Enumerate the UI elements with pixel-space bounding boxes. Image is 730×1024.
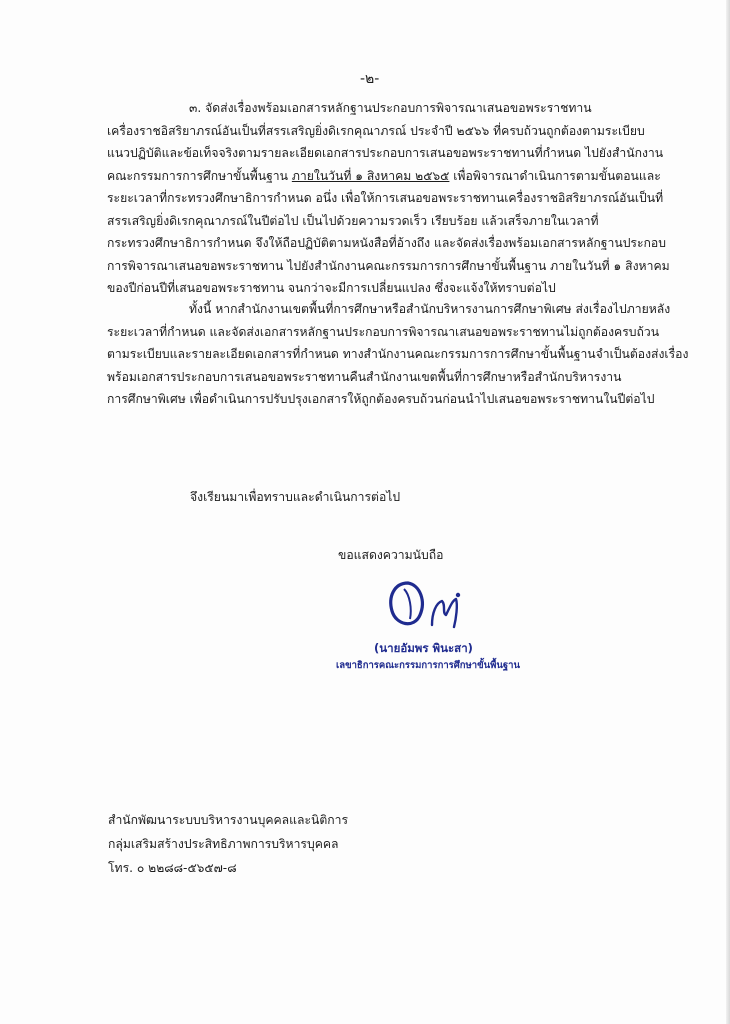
paragraph-line: สรรเสริญยิ่งดิเรกคุณาภรณ์ในปีต่อไป เป็นไปด้วยความรวดเร็ว เรียบร้อย แล้วเสร็จภายในเวลาที่: [107, 213, 599, 228]
handwritten-signature: [386, 575, 476, 635]
footer-phone: โทร. ๐ ๒๒๘๘-๕๖๕๗-๘: [108, 861, 237, 875]
footer-group: กลุ่มเสริมสร้างประสิทธิภาพการบริหารบุคคล: [108, 837, 339, 851]
line-text: เพื่อพิจารณาดำเนินการตามขั้นตอนและ: [453, 168, 661, 183]
scan-edge: [726, 0, 730, 1024]
page-number: -๒-: [360, 71, 380, 87]
footer-office: สำนักพัฒนาระบบบริหารงานบุคคลและนิติการ: [108, 813, 349, 827]
signer-name: (นายอัมพร พินะสา): [374, 641, 473, 655]
paragraph-line: ทั้งนี้ หากสำนักงานเขตพื้นที่การศึกษาหรือสำนักบริหารงานการศึกษาพิเศษ ส่งเรื่องไปภายหลัง: [189, 302, 671, 316]
paragraph-line: ระยะเวลาที่กำหนด และจัดส่งเอกสารหลักฐานประกอบการพิจารณาเสนอขอพระราชทานไม่ถูกต้องครบถ้วน: [107, 324, 660, 339]
paragraph-line-deadline: [107, 165, 661, 188]
closing-line: จึงเรียนมาเพื่อทราบและดำเนินการต่อไป: [190, 490, 401, 504]
footer-contact: [108, 808, 348, 880]
paragraph-line: ตามระเบียบและรายละเอียดเอกสารที่กำหนด ทางสำนักงานคณะกรรมการการศึกษาขั้นพื้นฐานจำเป็นต้องส่งเรื่อง: [107, 347, 689, 361]
paragraph-line: ๓. จัดส่งเรื่องพร้อมเอกสารหลักฐานประกอบการพิจารณาเสนอขอพระราชทาน: [189, 101, 592, 115]
paragraph-line: ของปีก่อนปีที่เสนอขอพระราชทาน จนกว่าจะมีการเปลี่ยนแปลง ซึ่งจะแจ้งให้ทราบต่อไป: [107, 281, 556, 295]
paragraph-line: การพิจารณาเสนอขอพระราชทาน ไปยังสำนักงานคณะกรรมการการศึกษาขั้นพื้นฐาน ภายในวันที่ ๑ สิงหาคม: [107, 258, 670, 273]
paragraph-line: การศึกษาพิเศษ เพื่อดำเนินการปรับปรุงเอกสารให้ถูกต้องครบถ้วนก่อนนำไปเสนอขอพระราชทานในปีต่อไป: [107, 392, 655, 406]
paragraph-notice: [107, 298, 689, 411]
paragraph-line: ระยะเวลาที่กระทรวงศึกษาธิการกำหนด อนึ่ง เพื่อให้การเสนอขอพระราชทานเครื่องราชอิสริยาภรณ์อันเป็นที่: [107, 191, 664, 205]
deadline-underlined: ภายในวันที่ ๑ สิงหาคม ๒๕๖๕: [291, 168, 450, 183]
paragraph-line: แนวปฏิบัติและข้อเท็จจริงตามรายละเอียดเอกสารประกอบการเสนอขอพระราชทานที่กำหนด ไปยังสำนักงาน: [107, 146, 664, 160]
paragraph-line: เครื่องราชอิสริยาภรณ์อันเป็นที่สรรเสริญยิ่งดิเรกคุณาภรณ์ ประจำปี ๒๕๖๖ ที่ครบถ้วนถูกต้องตามระเบียบ: [107, 123, 645, 138]
line-text: คณะกรรมการการศึกษาขั้นพื้นฐาน: [107, 168, 288, 183]
regards-line: ขอแสดงความนับถือ: [338, 548, 444, 562]
paragraph-item-3: [107, 97, 670, 300]
paragraph-line: กระทรวงศึกษาธิการกำหนด จึงให้ถือปฏิบัติตามหนังสือที่อ้างถึง และจัดส่งเรื่องพร้อมเอกสารหลักฐานประกอบ: [107, 236, 666, 250]
paragraph-line: พร้อมเอกสารประกอบการเสนอขอพระราชทานคืนสำนักงานเขตพื้นที่การศึกษาหรือสำนักบริหารงาน: [107, 369, 622, 384]
signer-title: เลขาธิการคณะกรรมการการศึกษาขั้นพื้นฐาน: [336, 660, 520, 671]
